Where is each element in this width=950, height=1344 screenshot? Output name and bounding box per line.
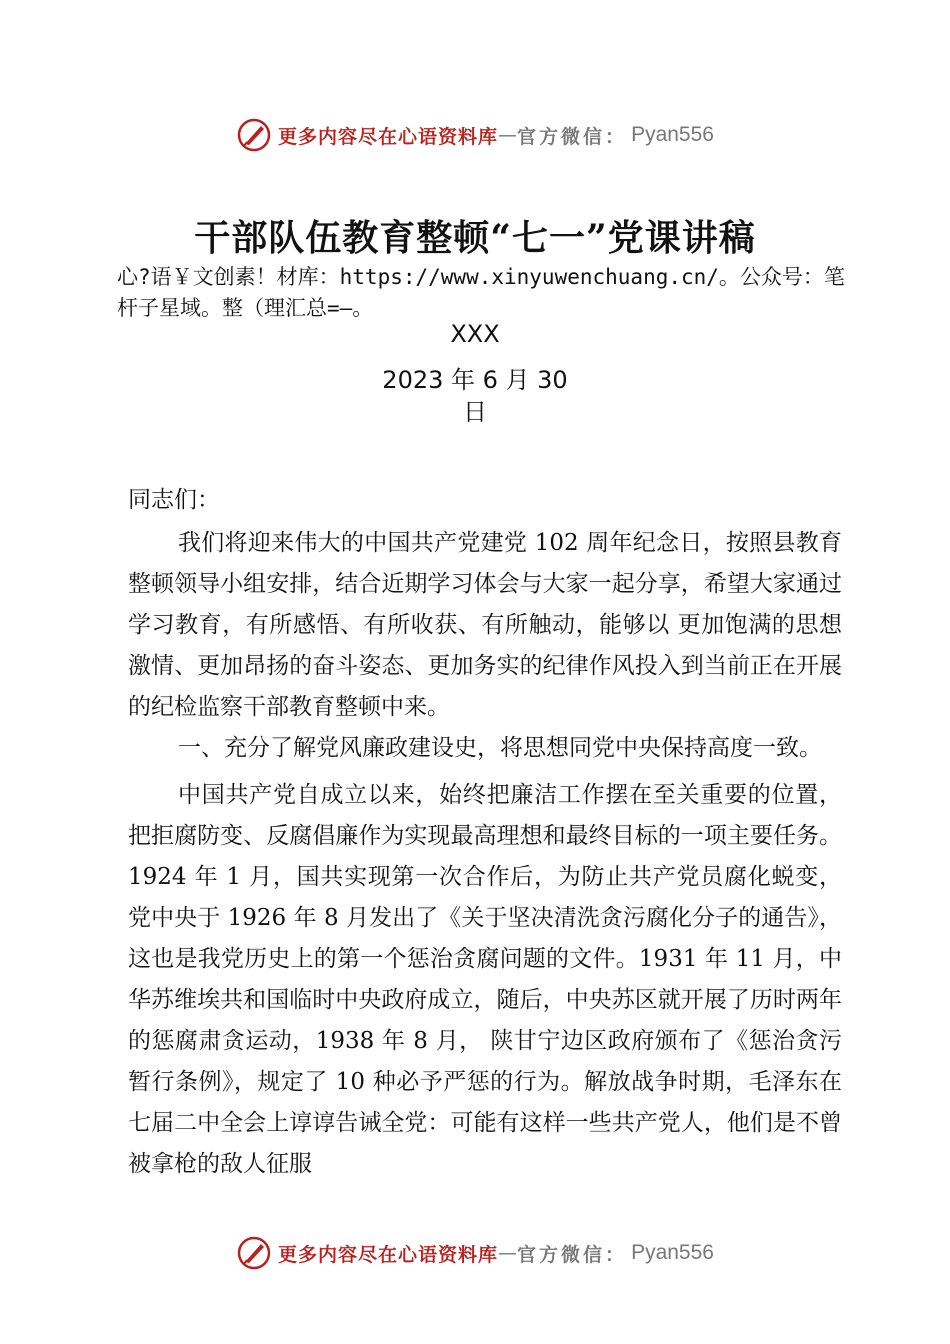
quill-logo-icon — [236, 1235, 272, 1271]
quill-logo-icon — [236, 117, 272, 153]
banner-separator: — — [498, 1242, 518, 1264]
date-line-2: 日 — [463, 398, 487, 426]
header-banner — [0, 115, 950, 155]
document-title: 干部队伍教育整顿“七一”党课讲稿 — [194, 217, 756, 259]
date — [0, 364, 950, 428]
author: XXX — [450, 320, 500, 348]
greeting: 同志们： — [128, 487, 220, 513]
banner-separator: — — [498, 124, 518, 146]
date-line-1: 2023 年 6 月 30 — [382, 366, 568, 394]
watermark-text: 心?语￥文创素！材库：https://www.xinyuwenchuang.cn/。公众号：笔杆子星域。整（理汇总=—。 — [117, 265, 845, 320]
banner-wechat-id: Pyan556 — [631, 123, 714, 146]
footer-banner — [0, 1233, 950, 1273]
paragraph-1: 我们将迎来伟大的中国共产党建党 102 周年纪念日，按照县教育整顿领导小组安排，结合近期学习体会与大家一起分享，希望大家通过学习教育，有所感悟、有所收获、有所触动，能够以 更加饱满的思想激情、更加昂扬的奋斗姿态、更加务实的纪律作风投入到当前正在开展的纪检监察干部教育整顿中来。 — [128, 530, 842, 720]
section-heading-1: 一、充分了解党风廉政建设史，将思想同党中央保持高度一致。 — [178, 735, 822, 761]
banner-text: 更多内容尽在心语资料库 — [278, 1243, 499, 1266]
banner-wechat-id: Pyan556 — [631, 1241, 714, 1264]
document-body — [128, 480, 842, 1185]
paragraph-2: 中国共产党自成立以来，始终把廉洁工作摆在至关重要的位置，把拒腐防变、反腐倡廉作为实现最高理想和最终目标的一项主要任务。1924 年 1 月，国共实现第一次合作后，为防止共产党员腐化蜕变，党中央于 1926 年 8 月发出了《关于坚决清洗贪污腐化分子的通告》，这也是我党历史上的第一个惩治贪腐问题的文件。1931 年 11 月，中华苏维埃共和国临时中央政府成立，随后，中央苏区就开展了历时两年的惩腐肃贪运动，1938 年 8 月， 陕甘宁边区政府颁布了《惩治贪污暂行条例》，规定了 10 种必予严惩的行为。解放战争时期，毛泽东在七届二中全会上谆谆告诫全党：可能有这样一些共产党人，他们是不曾被拿枪的敌人征服 — [128, 782, 842, 1177]
banner-wechat-label: 官方微信： — [517, 1243, 628, 1266]
banner-text: 更多内容尽在心语资料库 — [278, 125, 499, 148]
banner-wechat-label: 官方微信： — [517, 125, 628, 148]
